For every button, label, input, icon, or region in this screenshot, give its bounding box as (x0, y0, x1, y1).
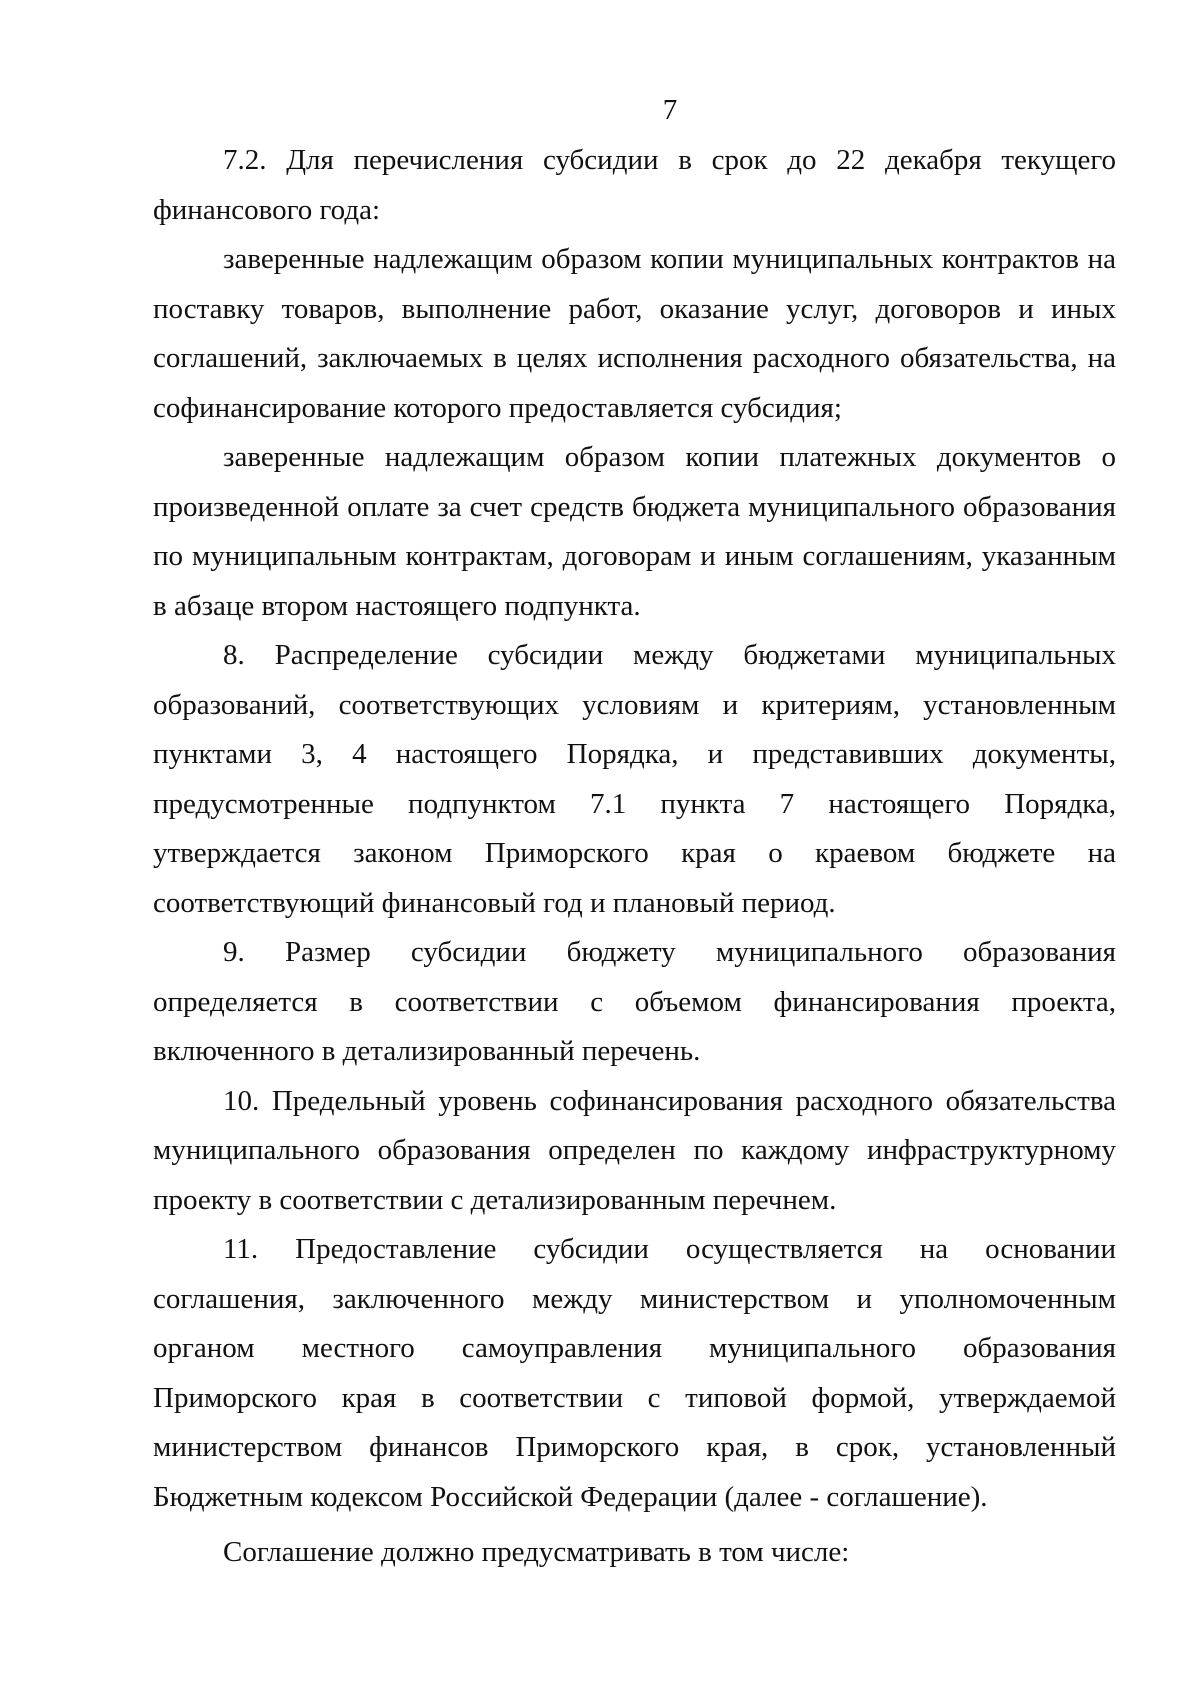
paragraph-8: 8. Распределение субсидии между бюджетами муниципальных образований, соответствующих условиям и критериям, установленным пунктами 3, 4 настоящего Порядка, и представивших документы, предусмотренные подпунктом 7.1 пункта 7 настоящего Порядка, утверждается законом Приморского края о краевом бюджете на соответствующий финансовый год и плановый период. (153, 639, 1116, 919)
document-body (153, 136, 1116, 1578)
paragraph-11: 11. Предоставление субсидии осуществляется на основании соглашения, заключенного между министерством и уполномоченным органом местного самоуправления муниципального образования Приморского края в соответствии с типовой формой, утверждаемой министерством финансов Приморского края, в срок, установленный Бюджетным кодексом Российской Федерации (далее - соглашение). (153, 1233, 1116, 1513)
paragraph-10: 10. Предельный уровень софинансирования расходного обязательства муниципального образования определен по каждому инфраструктурному проекту в соответствии с детализированным перечнем. (153, 1084, 1116, 1216)
paragraph-7-2: 7.2. Для перечисления субсидии в срок до 22 декабря текущего финансового года: (153, 144, 1116, 226)
paragraph-contracts-copies: заверенные надлежащим образом копии муниципальных контрактов на поставку товаров, выполнение работ, оказание услуг, договоров и иных соглашений, заключаемых в целях исполнения расходного обязательства, на софинансирование которого предоставляется субсидия; (153, 243, 1116, 424)
paragraph-9: 9. Размер субсидии бюджету муниципального образования определяется в соответствии с объемом финансирования проекта, включенного в детализированный перечень. (153, 936, 1116, 1067)
page-number: 7 (662, 94, 678, 126)
paragraph-agreement-must-include: Соглашение должно предусматривать в том числе: (223, 1536, 850, 1568)
paragraph-payment-documents: заверенные надлежащим образом копии платежных документов о произведенной оплате за счет средств бюджета муниципального образования по муниципальным контрактам, договорам и иным соглашениям, указанным в абзаце втором настоящего подпункта. (153, 441, 1116, 622)
